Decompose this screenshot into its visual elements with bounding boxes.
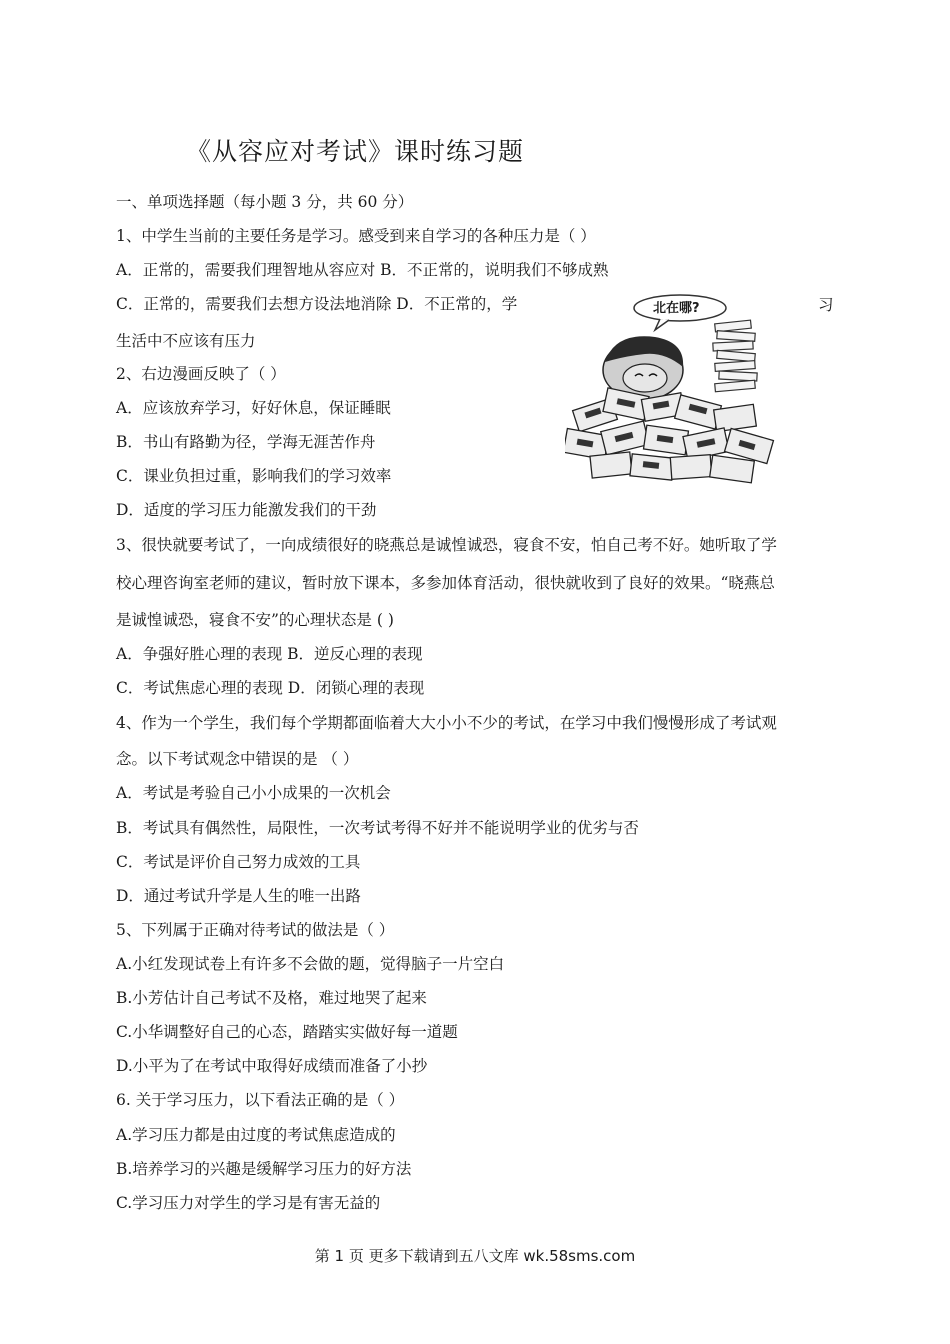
- q6-option-c: C.学习压力对学生的学习是有害无益的: [116, 1194, 381, 1212]
- question-3-line-2: 校心理咨询室老师的建议，暂时放下课本，多参加体育活动，很快就收到了良好的效果。“晓燕总: [116, 574, 775, 592]
- question-2: 2、右边漫画反映了（ ）: [116, 365, 286, 383]
- question-4-line-2: 念。以下考试观念中错误的是 （ ）: [116, 750, 359, 768]
- section-heading: 一、单项选择题（每小题 3 分，共 60 分）: [116, 193, 414, 211]
- page-title: 《从容应对考试》课时练习题: [186, 137, 525, 166]
- question-3-line-3: 是诚惶诚恐，寝食不安”的心理状态是 ( ): [116, 611, 394, 629]
- question-6: 6. 关于学习压力，以下看法正确的是（ ）: [116, 1091, 405, 1109]
- q2-option-c: C．课业负担过重，影响我们的学习效率: [116, 467, 392, 485]
- cartoon-caption: 北在哪?: [653, 301, 700, 316]
- q3-options-ab: A．争强好胜心理的表现 B．逆反心理的表现: [116, 645, 423, 663]
- q4-option-d: D．通过考试升学是人生的唯一出路: [116, 887, 361, 905]
- q5-option-c: C.小华调整好自己的心态，踏踏实实做好每一道题: [116, 1023, 458, 1041]
- q5-option-b: B.小芳估计自己考试不及格，难过地哭了起来: [116, 989, 427, 1007]
- q5-option-d: D.小平为了在考试中取得好成绩而准备了小抄: [116, 1057, 428, 1075]
- question-5: 5、下列属于正确对待考试的做法是（ ）: [116, 921, 395, 939]
- page-footer: 第 1 页 更多下载请到五八文库 wk.58sms.com: [314, 1247, 636, 1265]
- q1-options-ab: A．正常的，需要我们理智地从容应对 B．不正常的，说明我们不够成熟: [116, 261, 609, 279]
- q1-option-d-continued: 生活中不应该有压力: [116, 332, 256, 350]
- q3-options-cd: C．考试焦虑心理的表现 D．闭锁心理的表现: [116, 679, 425, 697]
- q6-option-b: B.培养学习的兴趣是缓解学习压力的好方法: [116, 1160, 412, 1178]
- q1-option-d-wrap: 习: [818, 296, 834, 314]
- question-4-line-1: 4、作为一个学生，我们每个学期都面临着大大小小不少的考试，在学习中我们慢慢形成了考试观: [116, 714, 777, 732]
- q4-option-c: C．考试是评价自己努力成效的工具: [116, 853, 361, 871]
- q4-option-a: A．考试是考验自己小小成果的一次机会: [116, 784, 391, 802]
- q2-option-d: D．适度的学习压力能激发我们的干劲: [116, 501, 377, 519]
- q2-option-b: B．书山有路勤为径，学海无涯苦作舟: [116, 433, 376, 451]
- q5-option-a: A.小红发现试卷上有许多不会做的题，觉得脑子一片空白: [116, 955, 505, 973]
- q6-option-a: A.学习压力都是由过度的考试焦虑造成的: [116, 1126, 396, 1144]
- question-1: 1、中学生当前的主要任务是学习。感受到来自学习的各种压力是（ ）: [116, 227, 596, 245]
- q4-option-b: B．考试具有偶然性，局限性，一次考试考得不好并不能说明学业的优劣与否: [116, 819, 639, 837]
- q2-option-a: A．应该放弃学习，好好休息，保证睡眠: [116, 399, 391, 417]
- cartoon-image: [565, 292, 783, 484]
- q1-options-cd: C．正常的，需要我们去想方设法地消除 D．不正常的，学: [116, 295, 518, 313]
- question-3-line-1: 3、很快就要考试了，一向成绩很好的晓燕总是诚惶诚恐，寝食不安，怕自己考不好。她听取了学: [116, 536, 777, 554]
